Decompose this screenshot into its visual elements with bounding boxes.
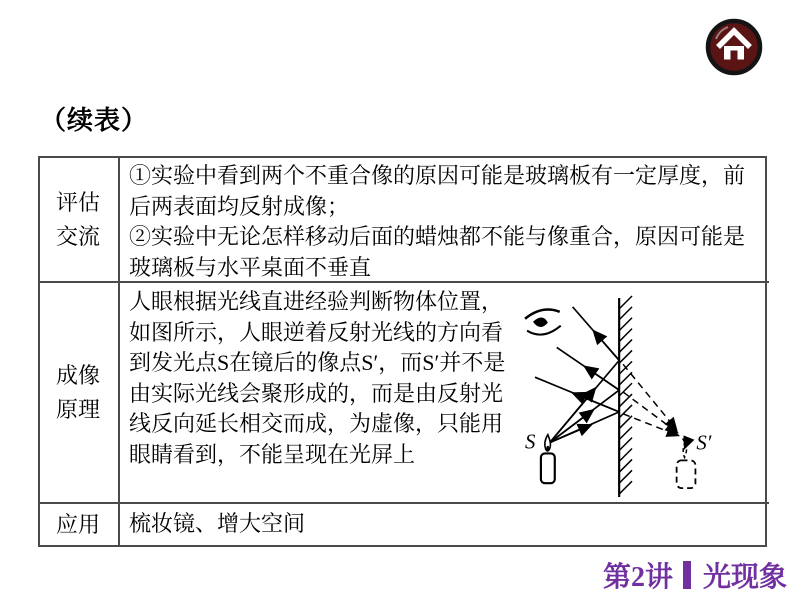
- row-label-evaluation: [40, 158, 120, 281]
- source-point-label: S: [525, 430, 536, 454]
- incident-rays: [550, 360, 619, 442]
- dashed-extensions: [623, 364, 685, 448]
- eye-icon: [525, 310, 561, 335]
- home-button[interactable]: [705, 18, 763, 76]
- row-label-principle: [40, 281, 120, 502]
- footer-lecture: 第2讲: [602, 562, 673, 593]
- footer-divider-bar: [683, 561, 691, 589]
- row-label-principle-text: 成像原理: [56, 362, 101, 422]
- home-icon: [705, 18, 763, 76]
- row-label-evaluation-text: 评估交流: [56, 189, 101, 249]
- row-content-evaluation: [120, 158, 769, 281]
- evaluation-item-1: ①实验中看到两个不重合像的原因可能是玻璃板有一定厚度，前后两表面均反射成像；: [129, 163, 746, 219]
- mirror-ray-diagram: [511, 293, 761, 503]
- image-point-label: S′: [696, 431, 712, 455]
- principle-text: 人眼根据光线直进经验判断物体位置，如图所示，人眼逆着反射光线的方向看到发光点S在镜后的像点S′，而S′并不是由实际光线会聚形成的，而是由反射光线反向延长相交而成，为虚像，只能用眼睛看到，不能呈现在光屏上: [129, 289, 506, 467]
- page-title: （续表）: [40, 106, 149, 135]
- row-content-application: [120, 502, 769, 545]
- mirror-hatching: [619, 296, 632, 494]
- row-content-principle: [120, 281, 769, 502]
- footer: [603, 555, 787, 595]
- candle-image: [677, 442, 696, 489]
- row-label-application-text: 应用: [56, 511, 101, 537]
- row-label-application: [40, 502, 120, 545]
- evaluation-item-2: ②实验中无论怎样移动后面的蜡烛都不能与像重合，原因可能是玻璃板与水平桌面不垂直: [129, 224, 746, 280]
- footer-topic: 光现象: [702, 562, 787, 593]
- summary-table: [38, 156, 767, 547]
- house-door: [731, 51, 738, 60]
- application-text: 梳妆镜、增大空间: [129, 511, 306, 537]
